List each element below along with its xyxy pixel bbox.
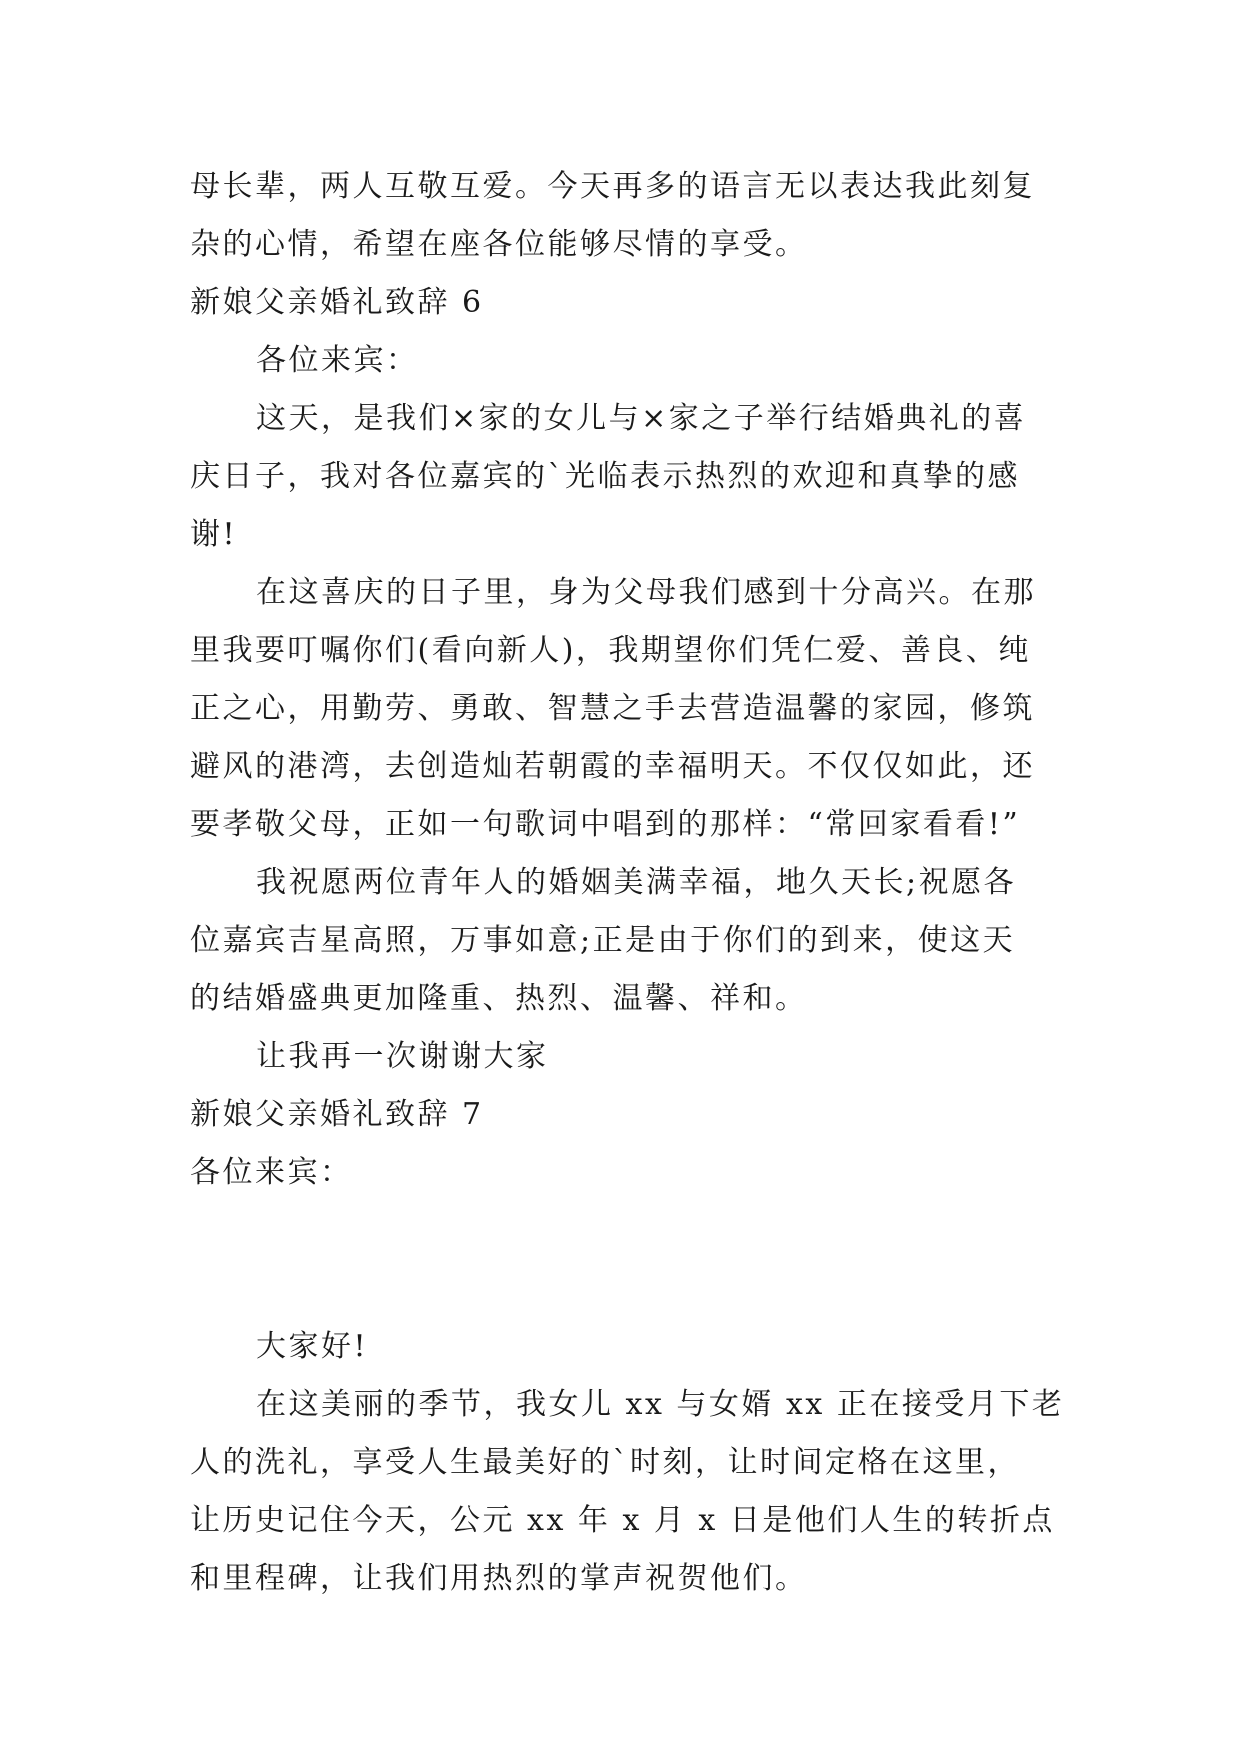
text-line: 避风的港湾，去创造灿若朝霞的幸福明天。不仅仅如此，还: [190, 749, 1035, 784]
greeting: 大家好!: [256, 1329, 369, 1364]
text-line: 要孝敬父母，正如一句歌词中唱到的那样：“常回家看看!”: [190, 807, 1021, 842]
text-line: 母长辈，两人互敬互爱。今天再多的语言无以表达我此刻复: [190, 169, 1035, 204]
text-line: 我祝愿两位青年人的婚姻美满幸福，地久天长;祝愿各: [256, 865, 1017, 900]
text-line: 在这美丽的季节，我女儿 xx 与女婿 xx 正在接受月下老: [256, 1387, 1065, 1422]
section-heading: 新娘父亲婚礼致辞 7: [190, 1097, 484, 1132]
text-line: 和里程碑，让我们用热烈的掌声祝贺他们。: [190, 1561, 808, 1596]
text-line: 位嘉宾吉星高照，万事如意;正是由于你们的到来，使这天: [190, 923, 1016, 958]
text-line: 里我要叮嘱你们(看向新人)，我期望你们凭仁爱、善良、纯: [190, 633, 1031, 668]
salutation: 各位来宾：: [190, 1155, 353, 1190]
text-line: 庆日子，我对各位嘉宾的`光临表示热烈的欢迎和真挚的感: [190, 459, 1020, 494]
text-line: 杂的心情，希望在座各位能够尽情的享受。: [190, 227, 808, 262]
text-line: 人的洗礼，享受人生最美好的`时刻，让时间定格在这里，: [190, 1445, 1020, 1480]
text-line: 正之心，用勤劳、勇敢、智慧之手去营造温馨的家园，修筑: [190, 691, 1035, 726]
blank-space: [190, 1202, 1060, 1318]
text-line: 的结婚盛典更加隆重、热烈、温馨、祥和。: [190, 981, 808, 1016]
document-page: [190, 158, 1065, 1608]
text-line: 让我再一次谢谢大家: [256, 1039, 549, 1074]
text-line: 谢!: [190, 517, 238, 552]
text-line: 这天，是我们×家的女儿与×家之子举行结婚典礼的喜: [256, 401, 1027, 436]
salutation: 各位来宾：: [256, 343, 419, 378]
section-heading: 新娘父亲婚礼致辞 6: [190, 285, 484, 320]
text-line: 在这喜庆的日子里，身为父母我们感到十分高兴。在那: [256, 575, 1036, 610]
text-line: 让历史记住今天，公元 xx 年 x 月 x 日是他们人生的转折点: [190, 1503, 1055, 1538]
